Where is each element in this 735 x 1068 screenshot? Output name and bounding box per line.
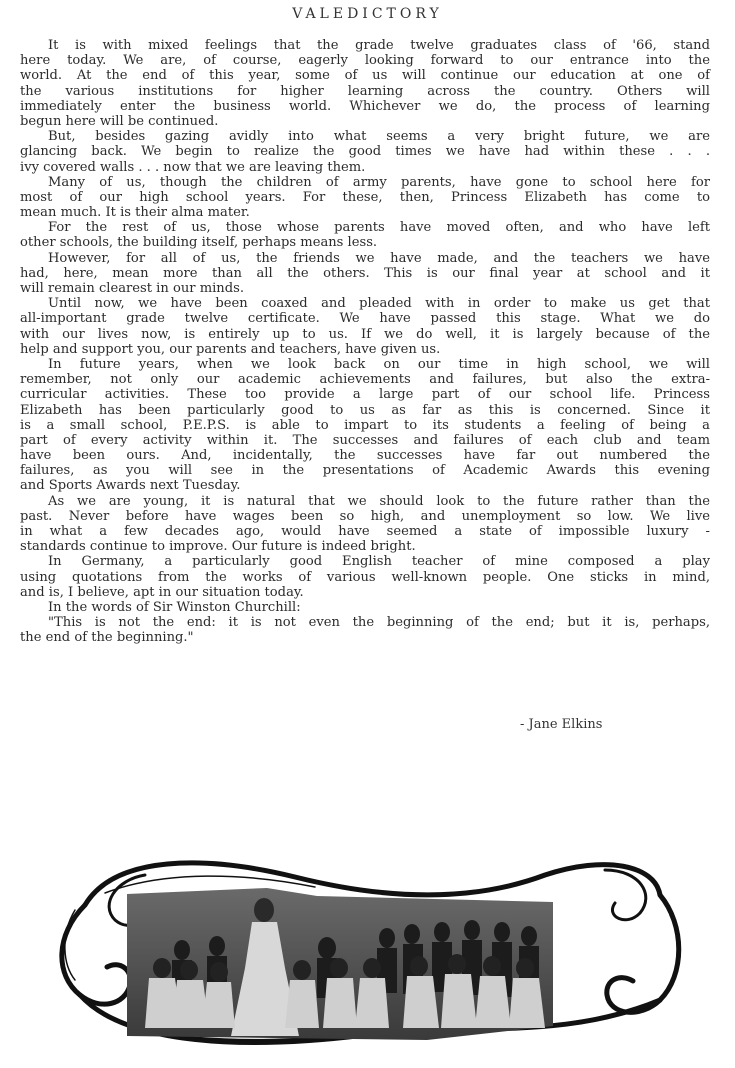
text-line: world. At the end of this year, some of us will continue our education at one of [20, 68, 710, 84]
paragraph [20, 296, 710, 357]
text-line: In Germany, a particularly good English teacher of mine composed a play [48, 554, 710, 570]
paragraph [20, 615, 710, 645]
text-line: other schools, the building itself, perhaps means less. [20, 235, 378, 251]
author-signature: - Jane Elkins [520, 717, 603, 732]
text-line: had, here, mean more than all the others. This is our final year at school and it [20, 265, 710, 281]
paragraph [20, 554, 710, 600]
paragraph [20, 38, 710, 129]
valedictory-text [20, 38, 710, 646]
text-line: and is, I believe, apt in our situation today. [20, 584, 304, 600]
text-line: will remain clearest in our minds. [20, 281, 244, 296]
text-line: Until now, we have been coaxed and pleaded with in order to make us get that [48, 296, 710, 312]
paragraph [20, 251, 710, 297]
text-line: help and support you, our parents and teachers, have given us. [20, 341, 441, 357]
text-line: have been ours. And, incidentally, the successes have far out numbered the [20, 448, 710, 464]
text-line: As we are young, it is natural that we should look to the future rather than the [48, 493, 710, 509]
page-title: VALEDICTORY [292, 6, 443, 22]
text-line: It is with mixed feelings that the grade twelve graduates class of '66, stand [48, 38, 710, 53]
text-line: standards continue to improve. Our future is indeed bright. [20, 539, 416, 555]
paragraph [20, 600, 710, 615]
text-line: the end of the beginning." [20, 630, 194, 646]
text-line: in what a few decades ago, would have seemed a state of impossible luxury - [20, 524, 710, 539]
graduation-photo [127, 888, 553, 1040]
text-line: using quotations from the works of various well-known people. One sticks in mind, [20, 569, 710, 585]
text-line: past. Never before have wages been so high, and unemployment so low. We live [20, 508, 710, 524]
text-line: ivy covered walls . . . now that we are leaving them. [20, 159, 366, 175]
text-line: In the words of Sir Winston Churchill: [48, 599, 301, 615]
text-line: here today. We are, of course, eagerly looking forward to our entrance into the [20, 53, 710, 69]
text-line: most of our high school years. For these, then, Princess Elizabeth has come to [20, 189, 710, 205]
text-line: Many of us, though the children of army parents, have gone to school here for [48, 174, 710, 190]
paragraph [20, 220, 710, 250]
text-line: "This is not the end: it is not even the beginning of the end; but it is, perhaps, [48, 615, 710, 631]
text-line: But, besides gazing avidly into what seems a very bright future, we are [48, 129, 710, 145]
paragraph [20, 175, 710, 221]
text-line: remember, not only our academic achievements and failures, but also the extra- [20, 372, 710, 388]
paragraph [20, 129, 710, 175]
text-line: with our lives now, is entirely up to us. If we do well, it is largely because of the [20, 326, 710, 342]
text-line: curricular activities. These too provide a large part of our school life. Princess [20, 387, 710, 403]
text-line: mean much. It is their alma mater. [20, 205, 250, 221]
text-line: immediately enter the business world. Whichever we do, the process of learning [20, 98, 710, 114]
text-line: In future years, when we look back on our time in high school, we will [48, 356, 710, 372]
text-line: For the rest of us, those whose parents have moved often, and who have left [48, 220, 710, 236]
text-line: and Sports Awards next Tuesday. [20, 478, 241, 494]
text-line: all-important grade twelve certificate. We have passed this stage. What we do [20, 311, 710, 327]
text-line: is a small school, P.E.P.S. is able to impart to its students a feeling of being a [20, 417, 710, 433]
text-line: begun here will be continued. [20, 113, 219, 129]
text-line: failures, as you will see in the presentations of Academic Awards this evening [20, 463, 710, 479]
text-line: the various institutions for higher learning across the country. Others will [20, 83, 710, 99]
text-line: Elizabeth has been particularly good to us as far as this is concerned. Since it [20, 402, 710, 418]
paragraph [20, 494, 710, 555]
text-line: glancing back. We begin to realize the good times we have had within these . . . [20, 144, 710, 160]
paragraph [20, 357, 710, 494]
text-line: However, for all of us, the friends we have made, and the teachers we have [48, 250, 710, 266]
text-line: part of every activity within it. The successes and failures of each club and team [20, 432, 710, 448]
